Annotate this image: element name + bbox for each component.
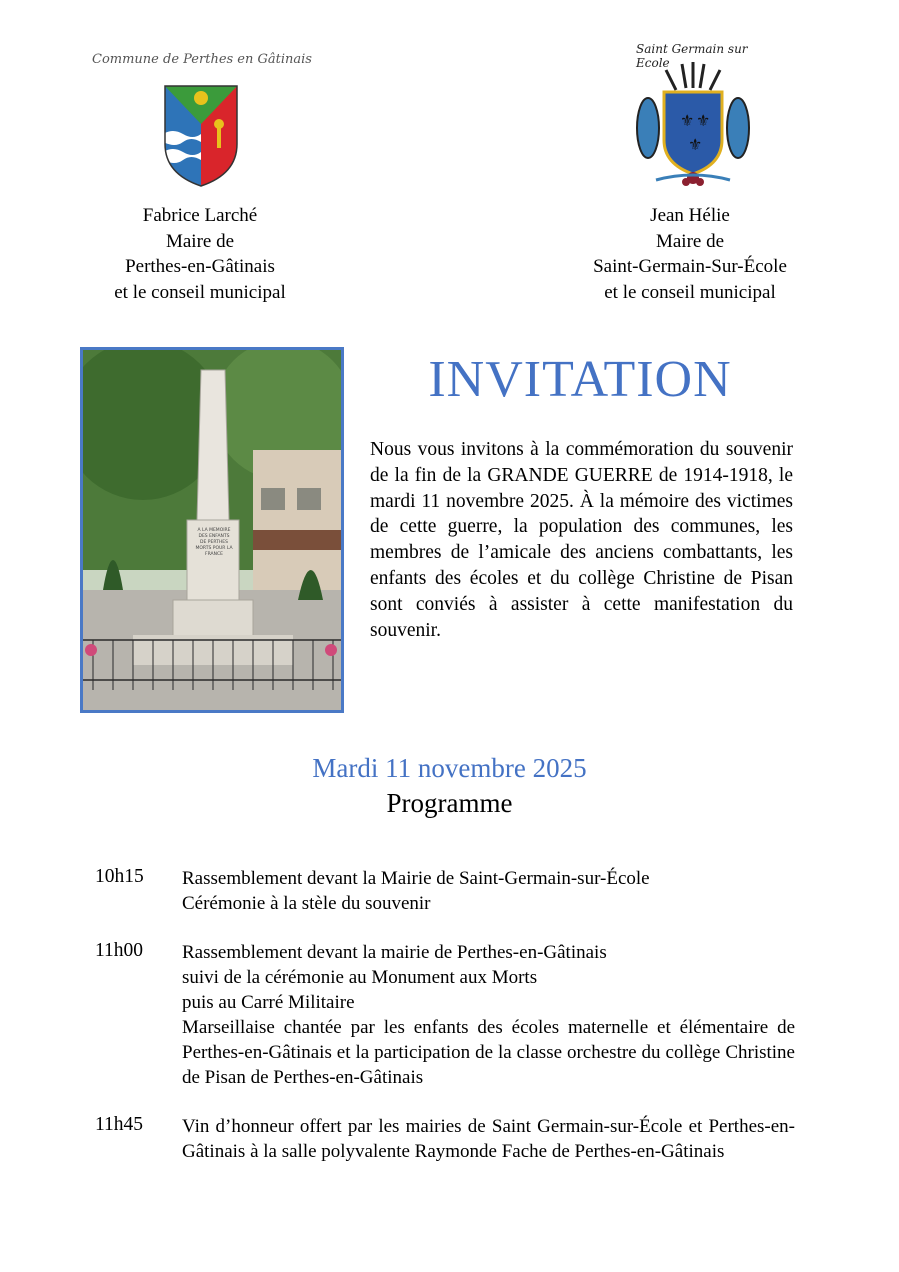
left-mayor-name: Fabrice Larché xyxy=(142,205,258,226)
programme-time: 11h00 xyxy=(95,940,144,961)
left-mayor-commune: Perthes-en-Gâtinais xyxy=(125,256,275,277)
perthes-logo-caption: Commune de Perthes en Gâtinais xyxy=(92,52,312,67)
programme-line: Cérémonie à la stèle du souvenir xyxy=(182,893,431,914)
programme-item xyxy=(182,866,795,916)
programme-line: puis au Carré Militaire xyxy=(182,992,355,1013)
svg-text:⚜: ⚜ xyxy=(688,135,703,154)
plaque-line: A LA MEMOIRE xyxy=(197,528,231,533)
programme-line: Rassemblement devant la mairie de Perthes-en-Gâtinais xyxy=(182,942,607,963)
programme-paragraph: Marseillaise chantée par les enfants des écoles maternelle et élémentaire de Perthes-en-Gâtinais et la participation de la classe orchestre du collège Christine de Pisan de Perthes-en-Gâtinais xyxy=(182,1017,795,1088)
programme-line: suivi de la cérémonie au Monument aux Morts xyxy=(182,967,538,988)
saint-germain-coat-of-arms-icon xyxy=(636,60,750,196)
programme-time: 10h15 xyxy=(95,866,144,887)
plaque-line: DE PERTHES xyxy=(200,540,228,545)
right-mayor-council: et le conseil municipal xyxy=(604,281,776,303)
invitation-title: INVITATION xyxy=(428,351,732,408)
invitation-text: Nous vous invitons à la commémoration du souvenir de la fin de la GRANDE GUERRE de 1914-1918, le mardi 11 novembre 2025. À la mémoire des victimes de cette guerre, la population des communes, les membres de l’amicale des anciens combattants, les enfants des écoles et du collège Christine de Pisan sont conviés à assister à cette manifestation du souvenir. xyxy=(370,439,793,641)
perthes-coat-of-arms-icon xyxy=(163,84,239,188)
programme-paragraph: Vin d’honneur offert par les mairies de Saint Germain-sur-École et Perthes-en-Gâtinais à la salle polyvalente Raymonde Fache de Perthes-en-Gâtinais xyxy=(182,1116,795,1162)
svg-text:⚜: ⚜ xyxy=(696,111,711,130)
memorial-plaque xyxy=(189,528,239,558)
programme-line: Rassemblement devant la Mairie de Saint-Germain-sur-École xyxy=(182,868,650,889)
plaque-line: MORTS POUR LA FRANCE xyxy=(195,546,233,557)
saint-germain-logo-caption: Saint Germain sur Ecole xyxy=(636,42,748,70)
programme-item xyxy=(182,1114,795,1164)
right-mayor-block xyxy=(565,203,815,305)
svg-text:⚜: ⚜ xyxy=(680,111,695,130)
left-mayor-role: Maire de xyxy=(165,230,235,252)
date-heading: Mardi 11 novembre 2025 xyxy=(312,753,587,783)
programme-heading: Programme xyxy=(386,788,513,818)
left-mayor-block xyxy=(95,203,305,305)
right-mayor-name: Jean Hélie xyxy=(650,205,730,226)
right-mayor-role: Maire de xyxy=(655,230,725,252)
right-mayor-commune: Saint-Germain-Sur-École xyxy=(593,256,787,277)
left-mayor-council: et le conseil municipal xyxy=(114,281,286,303)
programme-time: 11h45 xyxy=(95,1114,144,1135)
plaque-line: DES ENFANTS xyxy=(198,534,230,539)
programme-item xyxy=(182,940,795,1090)
